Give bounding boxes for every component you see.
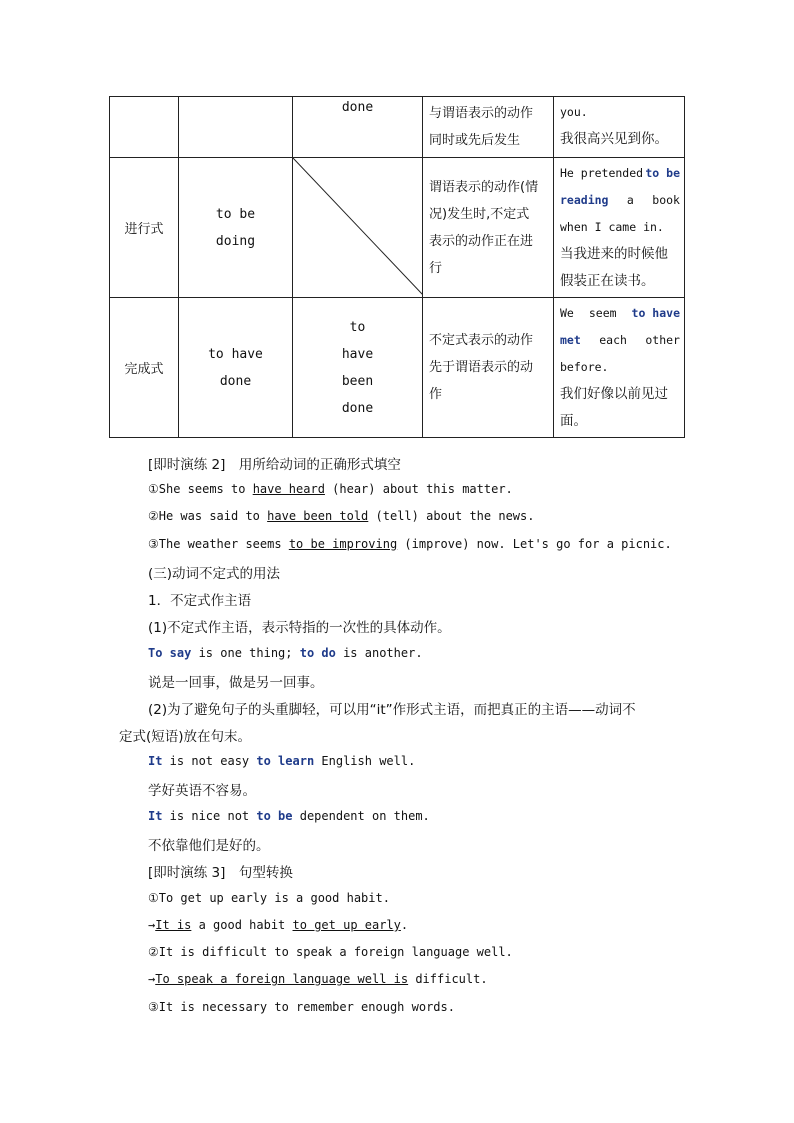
practice2-title: [即时演练 2] 用所给动词的正确形式填空 [148, 457, 401, 473]
example-en [560, 160, 680, 187]
example-text: is another. [335, 646, 423, 660]
example-translation: 说是一回事，做是另一回事。 [148, 675, 324, 691]
example-translation: 学好英语不容易。 [148, 783, 256, 799]
active-form-cell [179, 298, 293, 438]
usage-point: 定式(短语)放在句末。 [119, 729, 252, 745]
example-keyword: to be [645, 166, 680, 180]
form-line: done [341, 400, 374, 416]
example-keyword: to do [299, 646, 336, 660]
empty-diagonal-cell [293, 158, 423, 298]
form-line: doing [215, 233, 256, 249]
example-text: He pretended [560, 166, 644, 180]
practice2-item [148, 537, 672, 551]
arrow-icon: → [148, 972, 156, 986]
diagonal-line [293, 158, 423, 295]
example-en [560, 300, 680, 327]
example-keyword: to be [256, 809, 293, 823]
table-cell [110, 97, 179, 158]
example-text: book [652, 193, 680, 207]
answer-text: to get up early [292, 918, 401, 932]
question-text: (improve) now. Let's go for a picnic. [397, 537, 672, 551]
practice2-item [148, 482, 513, 496]
arrow-icon: → [148, 918, 156, 932]
form-line: to have [208, 346, 263, 362]
question-text: (tell) about the news. [368, 509, 535, 523]
meaning-line: 行 [429, 260, 443, 276]
question-text: (hear) about this matter. [324, 482, 513, 496]
example-text: We [560, 306, 574, 320]
table-row [110, 158, 685, 298]
example-keyword: To say [148, 646, 192, 660]
meaning-line: 表示的动作正在进 [429, 233, 534, 249]
example-cell [554, 298, 685, 438]
usage-point: (2)为了避免句子的头重脚轻，可以用“it”作形式主语，而把真正的主语——动词不 [148, 702, 636, 718]
meaning-line: 谓语表示的动作(情 [429, 179, 539, 195]
meaning-line: 先于谓语表示的动 [429, 360, 534, 375]
example-en: before. [560, 360, 609, 374]
example-text: is not easy [162, 754, 257, 768]
answer-text: It is [155, 918, 192, 932]
example-keyword: to have [631, 306, 680, 320]
example-zh: 当我进来的时候他 [560, 246, 668, 262]
passive-form-cell: done [293, 97, 423, 158]
example-en [560, 187, 680, 214]
example-zh: 我们好像以前见过 [560, 386, 668, 402]
question-text: ③The weather seems [148, 537, 289, 551]
example-text: a [626, 193, 634, 207]
meaning-line: 不定式表示的动作 [429, 333, 534, 348]
example-keyword: It [148, 809, 163, 823]
practice3-title: [即时演练 3] 句型转换 [148, 865, 293, 881]
answer-context: difficult. [408, 972, 488, 986]
example-en: you. [560, 105, 588, 119]
answer-text: have been told [267, 509, 369, 523]
example-text: English well. [314, 754, 416, 768]
infinitive-forms-table [109, 96, 685, 438]
example-keyword: It [148, 754, 163, 768]
usage-point: (1)不定式作主语，表示特指的一次性的具体动作。 [148, 620, 451, 636]
practice2-item [148, 509, 534, 523]
passive-form-cell [293, 298, 423, 438]
answer-context: a good habit [191, 918, 293, 932]
example-text: seem [588, 306, 617, 320]
meaning-line: 况)发生时,不定式 [429, 206, 530, 222]
practice3-question: ③It is necessary to remember enough words. [148, 1000, 455, 1014]
example-cell [554, 158, 685, 298]
example-sentence [148, 809, 430, 823]
practice3-answer [148, 972, 488, 986]
example-en [560, 327, 680, 354]
practice3-answer [148, 918, 408, 932]
answer-text: To speak a foreign language well is [155, 972, 409, 986]
question-text: ②He was said to [148, 509, 268, 523]
example-zh: 我很高兴见到你。 [560, 131, 668, 147]
answer-text: have heard [252, 482, 325, 496]
form-line: been [341, 373, 374, 389]
example-keyword: reading [560, 193, 609, 207]
meaning-cell [423, 97, 554, 158]
answer-text: to be improving [288, 537, 398, 551]
example-text: is one thing; [191, 646, 300, 660]
meaning-cell [423, 158, 554, 298]
example-keyword: to learn [256, 754, 315, 768]
example-cell [554, 97, 685, 158]
form-line: to be [215, 206, 256, 222]
example-text: other [645, 333, 680, 347]
meaning-line: 作 [429, 387, 443, 402]
table-row [110, 298, 685, 438]
example-zh: 面。 [560, 413, 587, 429]
example-zh: 假装正在读书。 [560, 273, 655, 289]
example-text: is nice not [162, 809, 257, 823]
example-sentence [148, 646, 423, 660]
subsection-heading: 1．不定式作主语 [148, 593, 252, 609]
table-cell [179, 97, 293, 158]
example-keyword: met [560, 333, 581, 347]
example-sentence [148, 754, 415, 768]
practice3-question: ①To get up early is a good habit. [148, 891, 390, 905]
example-text: dependent on them. [292, 809, 430, 823]
table-row [110, 97, 685, 158]
example-translation: 不依靠他们是好的。 [148, 838, 270, 854]
meaning-line: 同时或先后发生 [429, 133, 521, 148]
form-line: have [341, 346, 374, 362]
active-form-cell [179, 158, 293, 298]
answer-context: . [400, 918, 409, 932]
meaning-line: 与谓语表示的动作 [429, 106, 534, 121]
form-name-cell: 进行式 [110, 158, 179, 298]
form-line: to [349, 319, 366, 335]
example-en: when I came in. [560, 220, 664, 234]
form-line: done [219, 373, 252, 389]
example-text: each [599, 333, 627, 347]
form-name-cell: 完成式 [110, 298, 179, 438]
practice3-question: ②It is difficult to speak a foreign language well. [148, 945, 513, 959]
section-heading: (三)动词不定式的用法 [148, 566, 281, 582]
question-text: ①She seems to [148, 482, 253, 496]
meaning-cell [423, 298, 554, 438]
